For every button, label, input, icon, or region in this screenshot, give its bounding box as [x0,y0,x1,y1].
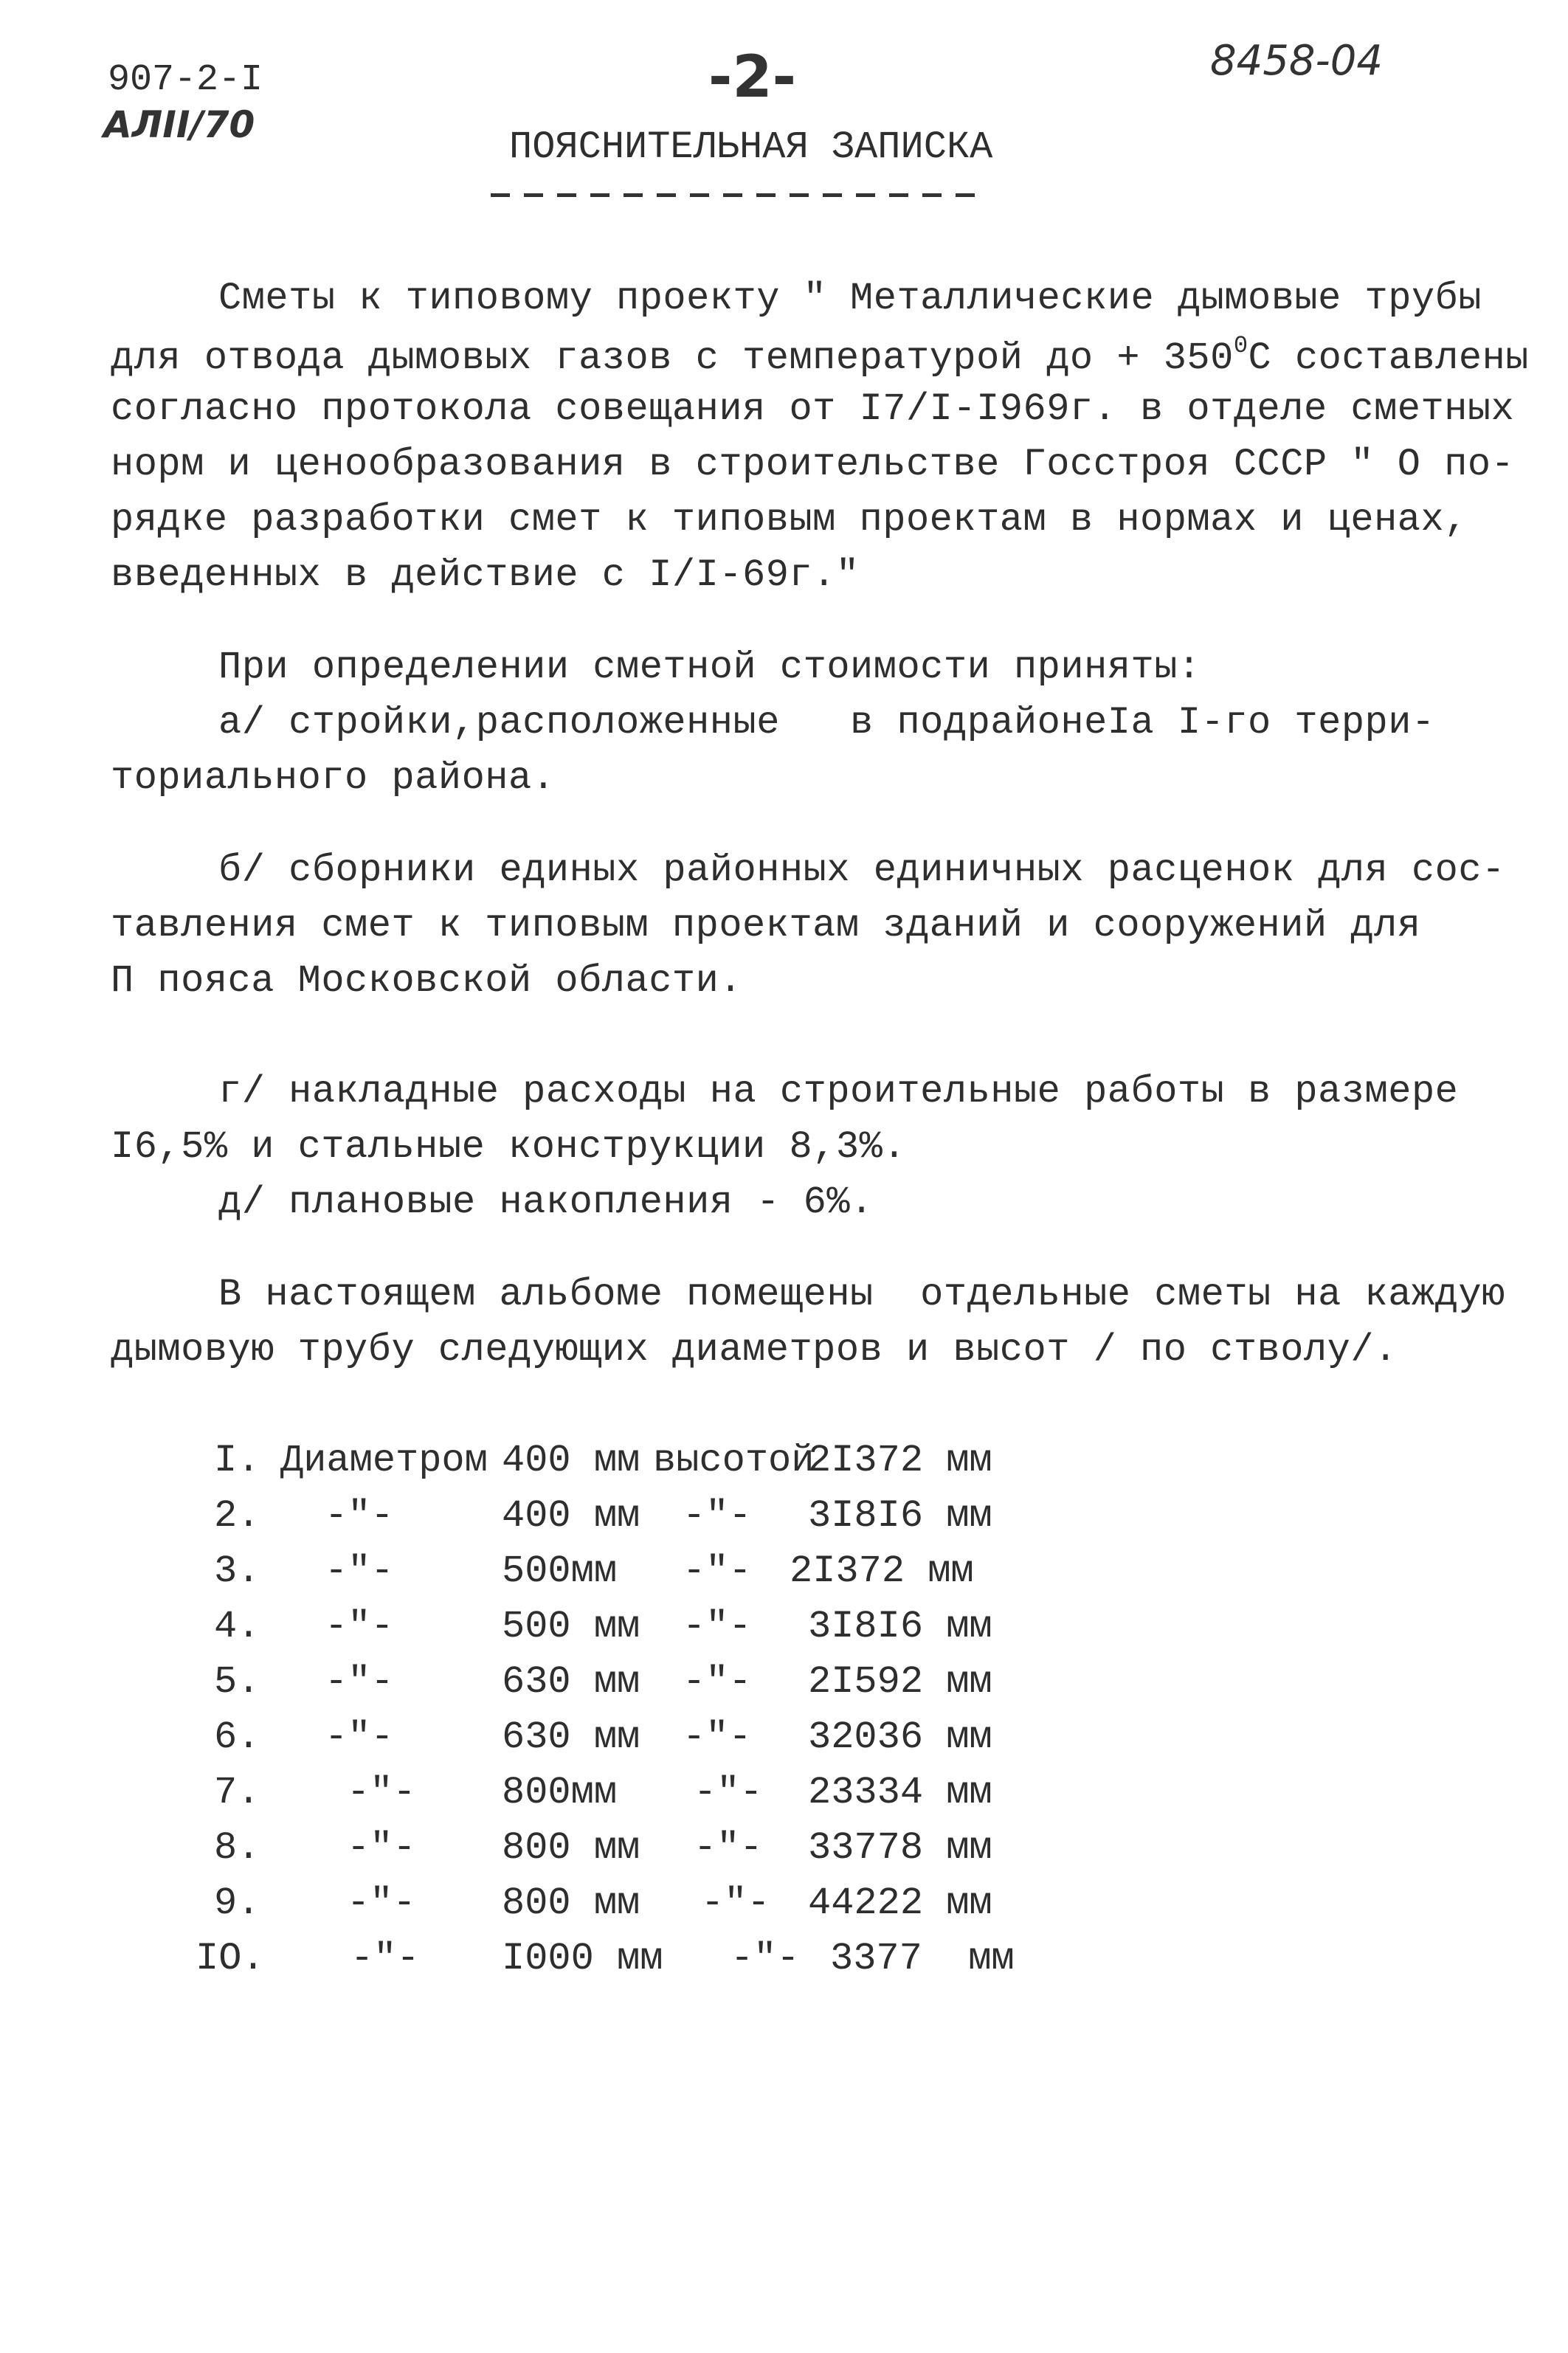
list-label: -"- [347,1882,416,1925]
list-number: 5. [214,1660,260,1704]
item-d-line: д/ плановые накопления - 6%. [218,1181,874,1224]
degree-superscript: 0 [1233,332,1248,359]
list-height: 32036 мм [808,1715,992,1759]
album-note-line-2: дымовую трубу следующих диаметров и высот / по стволу/. [111,1328,1398,1372]
list-diameter: I000 мм [502,1937,663,1980]
list-item [0,1882,1568,1926]
list-height: 2I592 мм [808,1660,992,1704]
item-b-line-2: тавления смет к типовым проектам зданий и сооружений для [111,904,1421,947]
list-number: 2. [214,1494,260,1538]
list-diameter: 630 мм [502,1660,640,1704]
list-number: 6. [214,1715,260,1759]
list-height-label: -"- [694,1826,763,1870]
list-diameter: 400 мм [502,1439,640,1482]
list-height: 3377 мм [830,1937,1015,1980]
list-height-label: -"- [683,1549,752,1593]
list-diameter: 800 мм [502,1882,640,1925]
list-height-label: высотой [653,1439,815,1482]
item-g-line-1: г/ накладные расходы на строительные работы в размере [218,1070,1459,1113]
document-code: 907-2-I [108,59,263,101]
list-diameter: 800мм [502,1771,618,1814]
list-height-label: -"- [683,1605,752,1648]
item-b-line-3: П пояса Московской области. [111,959,743,1003]
page-number: -2- [708,44,797,111]
intro-line-2-tail: С составлены [1248,336,1530,380]
intro-line-4: норм и ценообразования в строительстве Госстроя СССР " О по- [111,443,1515,486]
list-label: Диаметром [280,1439,488,1482]
list-diameter: 500 мм [502,1605,640,1648]
list-height-label: -"- [683,1494,752,1538]
page-title: ПОЯСНИТЕЛЬНАЯ ЗАПИСКА [509,125,993,169]
list-item [0,1826,1568,1870]
list-number: I. [214,1439,260,1482]
list-height: 44222 мм [808,1882,992,1925]
list-item [0,1549,1568,1594]
list-label: -"- [350,1937,420,1980]
list-height-label: -"- [694,1771,763,1814]
accepted-heading: При определении сметной стоимости приняты: [218,646,1201,689]
list-label: -"- [347,1826,416,1870]
list-item [0,1715,1568,1760]
intro-line-6: введенных в действие с I/I-69г." [111,553,860,597]
list-height-label: -"- [683,1715,752,1759]
list-label: -"- [325,1494,394,1538]
list-item [0,1439,1568,1483]
list-number: 8. [214,1826,260,1870]
album-note-line-1: В настоящем альбоме помещены отдельные сметы на каждую [218,1273,1505,1316]
list-height: 2I372 мм [790,1549,974,1593]
list-item [0,1660,1568,1704]
list-height: 3I8I6 мм [808,1494,992,1538]
list-number: 3. [214,1549,260,1593]
item-g-line-2: I6,5% и стальные конструкции 8,3%. [111,1125,906,1169]
list-diameter: 500мм [502,1549,618,1593]
list-label: -"- [325,1660,394,1704]
list-number: 4. [214,1605,260,1648]
intro-line-3: согласно протокола совещания от I7/I-I969г. в отделе сметных [111,387,1515,431]
list-item [0,1494,1568,1538]
item-a-line-2: ториального района. [111,756,556,800]
list-height: 3I8I6 мм [808,1605,992,1648]
list-label: -"- [325,1715,394,1759]
list-height: 2I372 мм [808,1439,992,1482]
list-number: IO. [196,1937,265,1980]
list-height: 33778 мм [808,1826,992,1870]
intro-line-5: рядке разработки смет к типовым проектам в нормах и ценах, [111,498,1468,542]
list-item [0,1937,1568,1981]
list-height-label: -"- [683,1660,752,1704]
list-height: 23334 мм [808,1771,992,1814]
item-a-line-1: а/ стройки,расположенные в подрайонеIа I-го терри- [218,701,1435,744]
list-label: -"- [347,1771,416,1814]
list-number: 9. [214,1882,260,1925]
list-item [0,1771,1568,1815]
intro-line-2 [111,332,1529,380]
list-diameter: 630 мм [502,1715,640,1759]
intro-line-2-text: для отвода дымовых газов с температурой до + 350 [111,336,1234,380]
list-height-label: -"- [731,1937,800,1980]
list-label: -"- [325,1605,394,1648]
list-diameter: 800 мм [502,1826,640,1870]
intro-line-1: Сметы к типовому проекту " Металлические дымовые трубы [218,277,1482,320]
list-height-label: -"- [701,1882,770,1925]
item-b-line-1: б/ сборники единых районных единичных расценок для сос- [218,849,1505,892]
list-number: 7. [214,1771,260,1814]
list-item [0,1605,1568,1649]
album-handwritten-label: АЛII/70 [103,103,255,146]
list-diameter: 400 мм [502,1494,640,1538]
list-label: -"- [325,1549,394,1593]
archive-number: 8458-04 [1210,37,1383,85]
